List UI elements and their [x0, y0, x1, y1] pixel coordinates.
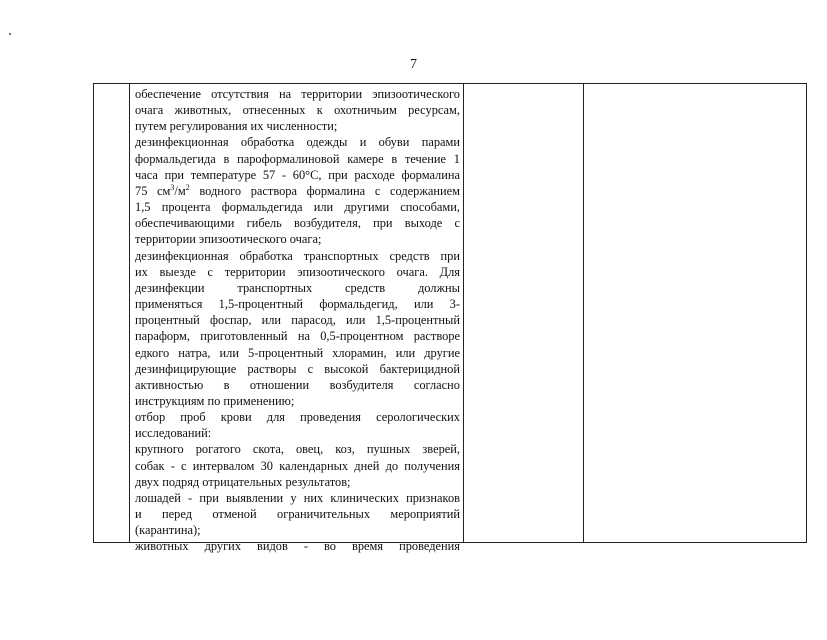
text-line: собак - с интервалом 30 календарных дней до получения	[135, 458, 460, 473]
text-line: путем регулирования их численности;	[135, 119, 338, 134]
scan-speck	[9, 33, 11, 35]
text-line: 75 $см^3/м^2$ водного раствора формалина с содержанием	[135, 182, 460, 198]
text-line: исследований:	[135, 426, 212, 441]
text-line: параформ, приготовленный на 0,5-процентном растворе	[135, 329, 460, 344]
measures-text-cell	[135, 86, 460, 555]
text-line: инструкциям по применению;	[135, 393, 295, 408]
column-divider-3	[583, 84, 584, 542]
column-divider-1	[129, 84, 130, 542]
text-line: и перед отменой ограничительных мероприятий	[135, 507, 460, 522]
text-line: территории эпизоотического очага;	[135, 232, 322, 247]
text-line: едкого натра, или 5-процентный хлорамин, или другие	[135, 345, 460, 360]
text-line: применяться 1,5-процентный формальдегид, или 3-	[135, 297, 460, 312]
column-divider-2	[463, 84, 464, 542]
text-line: дезинфицирующие растворы с высокой бактерицидной	[135, 361, 460, 376]
text-line: отбор проб крови для проведения серологических	[135, 410, 460, 425]
text-line: дезинфекции транспортных средств должны	[135, 280, 460, 295]
text-line: их выезде с территории эпизоотического очага. Для	[135, 264, 460, 279]
text-line: дезинфекционная обработка одежды и обуви парами	[135, 135, 460, 150]
text-line: крупного рогатого скота, овец, коз, пушных зверей,	[135, 442, 460, 457]
text-line: дезинфекционная обработка транспортных средств при	[135, 248, 460, 263]
text-line: очага животных, отнесенных к охотничьим ресурсам,	[135, 103, 460, 118]
text-line: двух подряд отрицательных результатов;	[135, 474, 351, 489]
text-line: обеспечивающими гибель возбудителя, при выходе с	[135, 216, 460, 231]
text-line: обеспечение отсутствия на территории эпизоотического	[135, 87, 460, 101]
text-line: часа при температуре 57 - 60°С, при расходе формалина	[135, 167, 460, 182]
measures-table	[93, 83, 807, 554]
text-line: процентный фоспар, или парасод, или 1,5-процентный	[135, 313, 460, 328]
text-line: лошадей - при выявлении у них клинических признаков	[135, 490, 460, 505]
text-line: формальдегида в пароформалиновой камере в течение 1	[135, 151, 460, 166]
text-line: 1,5 процента формальдегида или другими способами,	[135, 200, 460, 215]
text-line: активностью в отношении возбудителя согласно	[135, 377, 460, 392]
text-line: животных других видов - во время проведения	[135, 539, 460, 554]
text-line: (карантина);	[135, 523, 201, 538]
page-number: 7	[410, 57, 417, 72]
